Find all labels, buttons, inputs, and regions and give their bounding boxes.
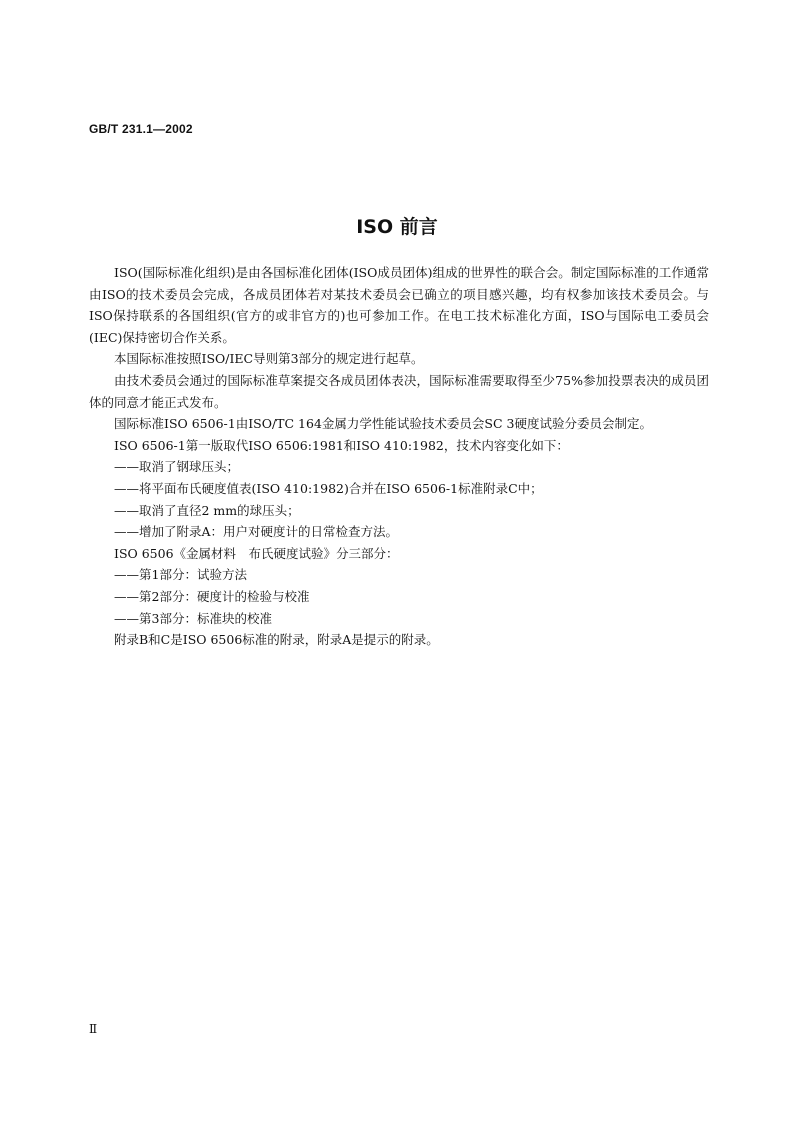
- page-number: Ⅱ: [89, 1022, 98, 1036]
- list-item: ——第3部分：标准块的校准: [114, 610, 272, 626]
- paragraph-edition-changes: ISO 6506-1第一版取代ISO 6506:1981和ISO 410:1982，技术内容变化如下：: [114, 437, 569, 453]
- paragraph-committee: 国际标准ISO 6506-1由ISO/TC 164金属力学性能试验技术委员会SC 3硬度试验分委员会制定。: [114, 416, 652, 432]
- standard-code: GB/T 231.1—2002: [89, 122, 193, 136]
- paragraph-annexes: 附录B和C是ISO 6506标准的附录，附录A是提示的附录。: [114, 632, 439, 648]
- paragraph-iso-intro: ISO(国际标准化组织)是由各国标准化团体(ISO成员团体)组成的世界性的联合会。制定国际标准的工作通常由ISO的技术委员会完成，各成员团体若对某技术委员会已确立的项目感兴趣，均有权参加该技术委员会。与ISO保持联系的各国组织(官方的或非官方的)也可参加工作。在电工技术标准化方面，ISO与国际电工委员会(IEC)保持密切合作关系。: [89, 265, 709, 345]
- list-item: ——将平面布氏硬度值表(ISO 410:1982)合并在ISO 6506-1标准附录C中；: [114, 480, 543, 496]
- paragraph-drafting-rules: 本国际标准按照ISO/IEC导则第3部分的规定进行起草。: [114, 351, 424, 367]
- list-item: ——第2部分：硬度计的检验与校准: [114, 588, 310, 604]
- paragraph-parts: ISO 6506《金属材料 布氏硬度试验》分三部分：: [114, 545, 399, 561]
- list-item: ——取消了钢球压头；: [114, 459, 240, 475]
- list-item: ——第1部分：试验方法: [114, 567, 247, 583]
- document-body: [89, 262, 709, 651]
- page-title: ISO 前言: [356, 216, 438, 238]
- list-item: ——取消了直径2 mm的球压头；: [114, 502, 300, 518]
- paragraph-voting: 由技术委员会通过的国际标准草案提交各成员团体表决，国际标准需要取得至少75%参加投票表决的成员团体的同意才能正式发布。: [89, 372, 709, 410]
- list-item: ——增加了附录A：用户对硬度计的日常检查方法。: [114, 524, 399, 540]
